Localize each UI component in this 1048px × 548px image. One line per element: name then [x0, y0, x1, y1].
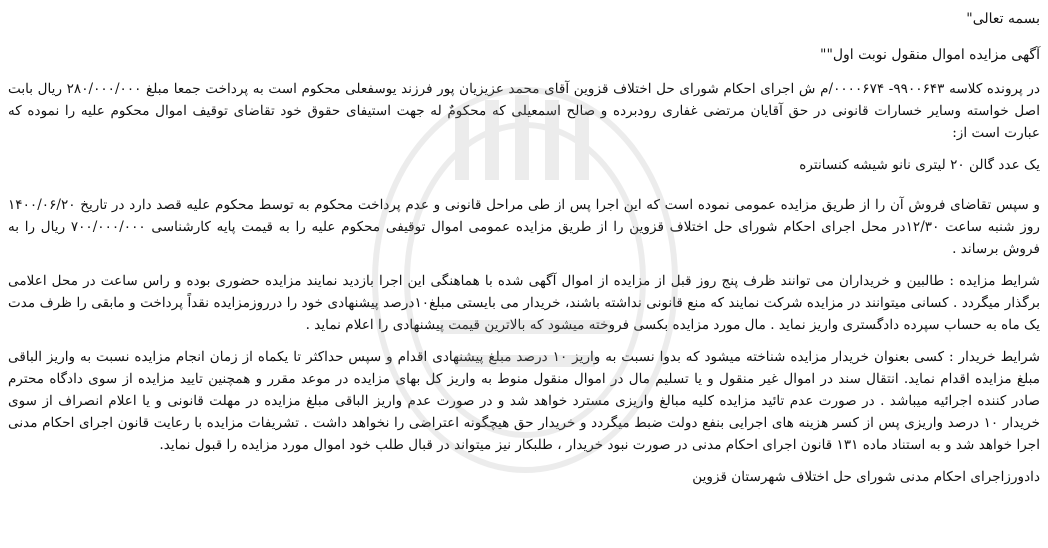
paragraph-auction-date: و سپس تقاضای فروش آن را از طریق مزایده عمومی نموده است که این اجرا پس از طی مراحل قانونی و عدم پرداخت محکوم به توسط محکوم علیه قصد دارد در تاریخ ۱۴۰۰/۰۶/۲۰ روز شنبه ساعت ۱۲/۳۰در محل اجرای احکام شورای حل اختلاف قزوین را از طریق مزایده عمومی اموال توقیفی محکوم علیه را به قیمت پایه کارشناسی ۷۰۰/۰۰۰/۰۰۰ ریال را به فروش برساند .	[8, 197, 1040, 257]
paragraph-buyer-conditions: شرایط خریدار : کسی بعنوان خریدار مزایده شناخته میشود که بدوا نسبت به واریز ۱۰ درصد مبلغ پیشنهادی اقدام و سپس حداکثر تا یکماه از زمان انجام مزایده نسبت به واریز الباقی مبلغ مزایده اقدام نماید. انتقال سند در اموال غیر منقول و یا تسلیم مال در اموال منقول منوط به واریز کل بهای مزایده در موعد مقرر و همچنین تایید مزایده از سوی دادگاه محترم صادر کننده اجرائیه میباشد . در صورت عدم تائید مزایده کلیه مبالغ واریزی مسترد خواهد شد و در صورت عدم واریز الباقی مبلغ مزایده در مهلت قانونی و یا اعلام انصراف از سوی خریدار ۱۰ درصد واریزی پس از کسر هزینه های اجرایی بنفع دولت ضبط میگردد و خریدار حق هیچگونه اعتراضی را نخواهد داشت . تشریفات مزایده با رعایت قانون اجرای احکام مدنی اجرا خواهد شد و به استناد ماده ۱۳۱ قانون اجرای احکام مدنی در صورت نبود خریدار ، طلبکار نیز میتواند در قبال طلب خود اموال مورد مزایده را قبول نماید.	[8, 349, 1040, 453]
signature-line: دادورزاجرای احکام مدنی شورای حل اختلاف شهرستان قزوین	[692, 469, 1040, 485]
paragraph-case-details: در پرونده کلاسه ۹۹۰۰۶۴۳- ۰۰۰۰۶۷۴/م ش اجرای احکام شورای حل اختلاف قزوین آقای محمد عزیزیان پور فرزند یوسفعلی محکوم است به پرداخت جمعا مبلغ ۲۸۰/۰۰۰/۰۰۰ ریال بابت اصل خواسته وسایر خسارات قانونی در حق آقایان مرتضی غفاری رودبرده و صالح اسمعیلی که محکومٌ له جهت استیفای حقوق خود تقاضای توقیف اموال محکوم علیه را نموده که عبارت است از:	[8, 81, 1040, 141]
seized-item: یک عدد گالن ۲۰ لیتری نانو شیشه کنسانتره	[799, 157, 1040, 173]
document-header: بسمه تعالی"	[966, 11, 1040, 27]
document-title: آگهی مزایده اموال منقول نوبت اول""	[820, 47, 1040, 63]
paragraph-auction-conditions: شرایط مزایده : طالبین و خریداران می توانند ظرف پنج روز قبل از مزایده از اموال آگهی شده با هماهنگی این اجرا بازدید نمایند مزایده حضوری بوده و راس ساعت در محل اعلامی برگذار میگردد . کسانی میتوانند در مزایده شرکت نمایند که منع قانونی نداشته باشند، خریدار می بایستی مبلغ۱۰درصد پیشنهادی خود را درروزمزایده نقداً پرداخت و مابقی را ظرف مدت یک ماه به حساب سپرده دادگستری واریز نماید . مال مورد مزایده بکسی فروخته میشود که بالاترین قیمت پیشنهادی را اعلام نماید .	[8, 273, 1040, 333]
